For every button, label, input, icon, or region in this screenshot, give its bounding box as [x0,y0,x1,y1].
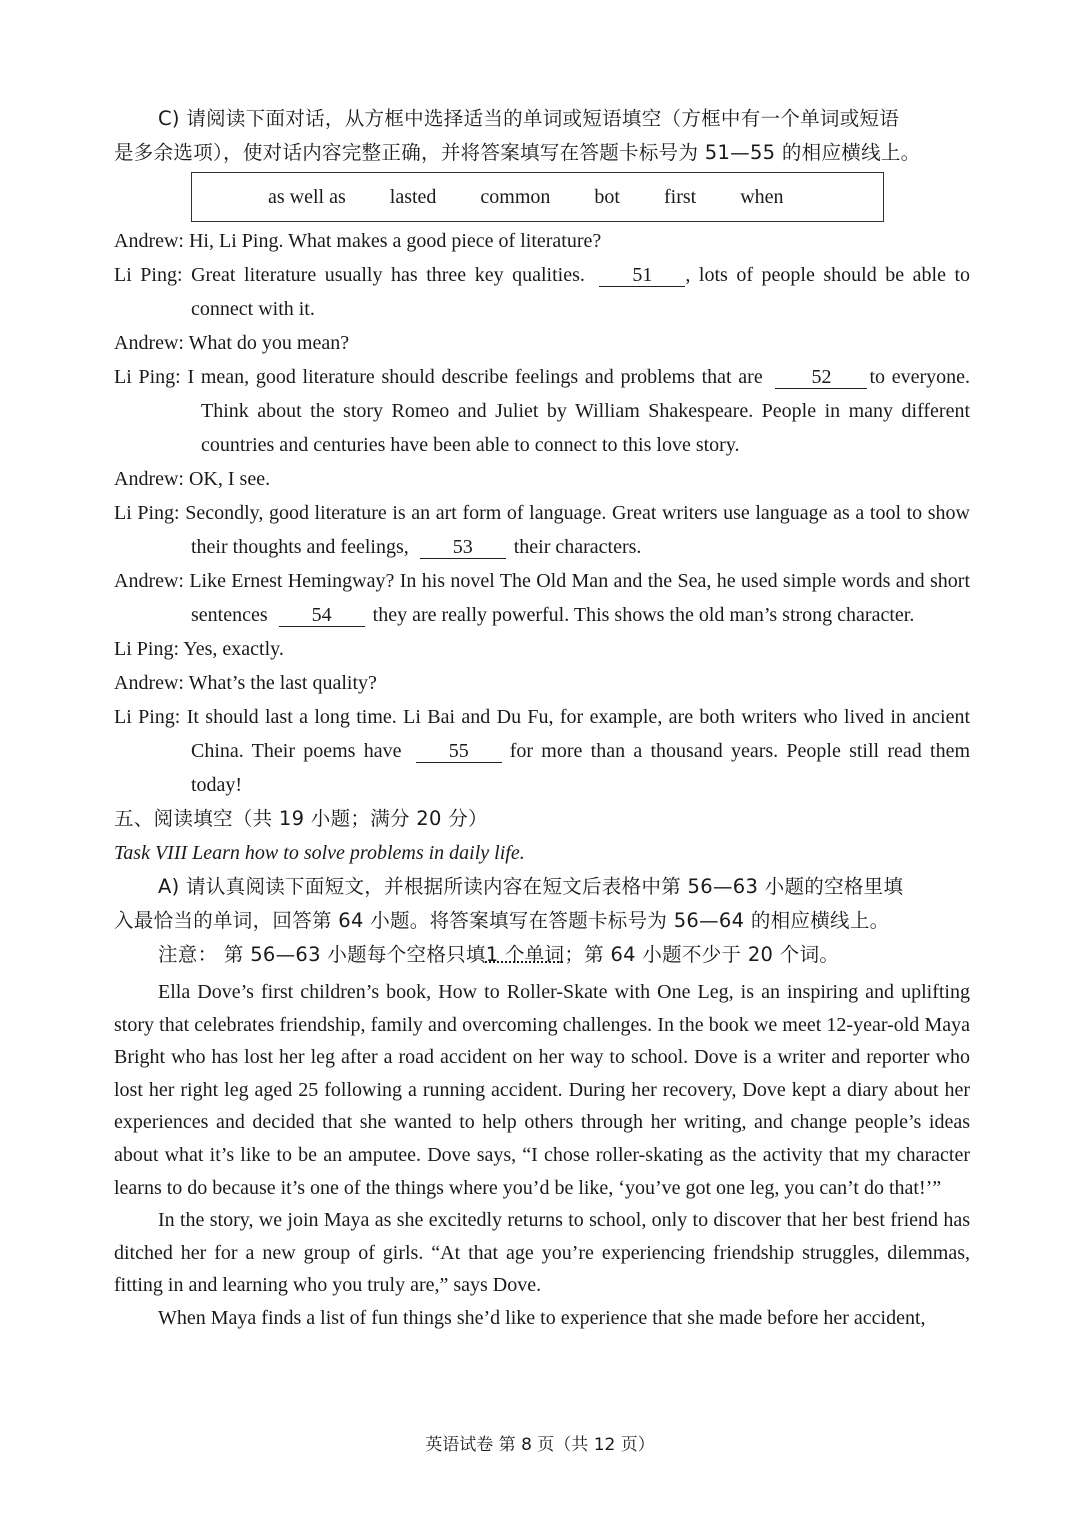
dialogue-line [114,564,970,632]
speaker: Li Ping: [114,638,180,660]
exam-page [114,102,970,1335]
word-option: first [663,186,697,208]
dialogue-line [114,326,970,360]
speaker: Andrew: [114,468,184,490]
dialogue-line [114,666,970,700]
utterance: they are really powerful. This shows the old man’s strong character. [372,604,915,626]
speaker: Li Ping: [114,706,181,728]
page-footer: 英语试卷 第 8 页（共 12 页） [425,1435,655,1455]
utterance: Great literature usually has three key qualities. [191,264,585,286]
speaker: Andrew: [114,230,184,252]
answer-blank-53: 53 [420,536,506,559]
reading-passage [114,976,970,1335]
dialogue-line [114,462,970,496]
utterance: OK, I see. [188,468,271,490]
section-c-instructions [114,102,970,170]
speaker: Andrew: [114,672,184,694]
dialogue-line [114,224,970,258]
dialogue-line [114,700,970,802]
passage-paragraph: When Maya finds a list of fun things she’d like to experience that she made before her accident, [158,1306,926,1329]
dialogue-line [114,496,970,564]
utterance: for more than a thousand years. People still read them today! [191,740,971,796]
note-text: ；第 64 小题不少于 20 个词。 [564,943,840,966]
dialogue [114,224,970,802]
utterance: , lots of people should be able to connect with it. [191,264,971,320]
answer-blank-51: 51 [599,264,685,287]
instruction-line-2: 入最恰当的单词，回答第 64 小题。将答案填写在答题卡标号为 56—64 的相应横线上。 [114,909,890,932]
utterance: their characters. [513,536,642,558]
word-option: bot [594,186,620,208]
passage-paragraph: Ella Dove’s first children’s book, How to Roller-Skate with One Leg, is an inspiring and uplifting story that celebrates friendship, family and overcoming challenges. In the book we meet 12-year-old Maya Bright who has lost her leg after a road accident on her way to school. Dove is a writer and reporter who lost her right leg aged 25 following a running accident. During her recovery, Dove kept a diary about her experiences and decided that she wanted to help others through her writing, and change people’s ideas about what it’s like to be an amputee. Dove says, “I chose roller-skating as the activity that my character learns to do because it’s one of the things where you’d be like, ‘you’ve got one leg, you can’t do that!’” [114,981,970,1199]
note [114,938,970,972]
utterance: It should last a long time. Li Bai and Du Fu, for example, are both writers who lived in ancient China. Their poems have [186,706,971,762]
utterance: Hi, Li Ping. What makes a good piece of literature? [188,230,602,252]
utterance: What do you mean? [188,332,350,354]
utterance: Secondly, good literature is an art form of language. Great writers use language as a tool to show their thoughts and feelings, [185,502,970,558]
utterance: I mean, good literature should describe feelings and problems that are [187,366,763,388]
speaker: Li Ping: [114,502,180,524]
dialogue-line [114,360,970,462]
instruction-line-1: C) 请阅读下面对话，从方框中选择适当的单词或短语填空（方框中有一个单词或短语 [158,107,900,130]
instruction-line-1: A) 请认真阅读下面短文，并根据所读内容在短文后表格中第 56—63 小题的空格里填 [158,875,904,898]
section-a-instructions [114,870,970,972]
passage-paragraph: In the story, we join Maya as she excitedly returns to school, only to discover that her best friend has ditched her for a new group of girls. “At that age you’re experiencing friendship struggles, dilemmas, fitting in and learning who you truly are,” says Dove. [114,1209,970,1297]
word-option: common [480,186,551,208]
utterance: Like Ernest Hemingway? In his novel The Old Man and the Sea, he used simple words and short sentences [189,570,970,626]
word-option: lasted [389,186,437,208]
word-option: when [740,186,784,208]
answer-blank-54: 54 [279,604,365,627]
word-option: as well as [268,186,346,208]
utterance: to everyone. Think about the story Romeo and Juliet by William Shakespeare. People in many different countries and centuries have been able to connect to this love story. [201,366,970,456]
note-emphasis: 1 个单词 [485,943,565,966]
dialogue-line [114,258,970,326]
task-title: Task VIII Learn how to solve problems in daily life. [114,842,525,864]
section-heading: 五、阅读填空（共 19 小题；满分 20 分） [114,807,488,830]
note-text: 注意： 第 56—63 小题每个空格只填 [158,943,486,966]
word-box [191,172,884,222]
speaker: Andrew: [114,332,184,354]
speaker: Li Ping: [114,366,181,388]
dialogue-line [114,632,970,666]
utterance: What’s the last quality? [188,672,377,694]
utterance: Yes, exactly. [183,638,284,660]
answer-blank-52: 52 [775,366,867,389]
answer-blank-55: 55 [416,740,502,763]
speaker: Andrew: [114,570,184,592]
speaker: Li Ping: [114,264,183,286]
instruction-line-2: 是多余选项），使对话内容完整正确，并将答案填写在答题卡标号为 51—55 的相应横线上。 [114,141,921,164]
